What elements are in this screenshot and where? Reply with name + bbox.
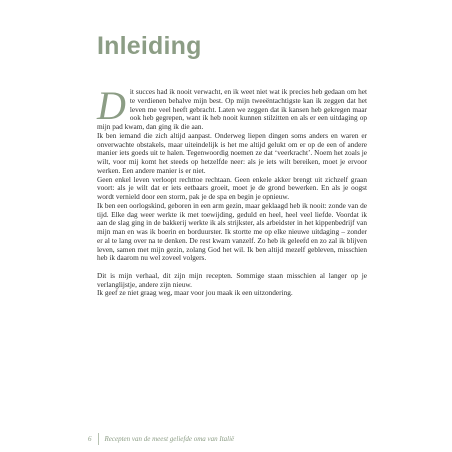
page-number: 6 xyxy=(88,435,92,443)
paragraph-3: Geen enkel leven verloopt rechttoe rechtaan. Geen enkele akker brengt uit zichzelf graan voort: als je wilt dat er iets eetbaars groeit, moet je de grond bewerken. En als je oogst wordt vernield door een storm, pak je de spa en begin je opnieuw. xyxy=(97,174,367,201)
drop-cap: D xyxy=(97,83,126,128)
paragraph-1-text: it succes had ik nooit verwacht, en ik weet niet wat ik precies heb gedaan om het te verdienen behalve mijn best. Op mijn tweeëntachtigste kan ik zeggen dat het leven me veel heeft gebracht. Laten we zeggen dat ik kansen heb gekregen maar ook heb gegrepen, want ik heb nooit kunnen stilzitten en als er een uitdaging op mijn pad kwam, dan ging ik die aan. xyxy=(97,87,367,131)
paragraph-1 xyxy=(97,83,367,132)
paragraph-2: Ik ben iemand die zich altijd aanpast. Onderweg liepen dingen soms anders en waren er onverwachte obstakels, maar uiteindelijk is het me altijd gelukt om er op de een of andere manier iets goeds uit te halen. Tegenwoordig noemen ze dat ‘veerkracht’. Noem het zoals je wilt, voor mij komt het steeds op hetzelfde neer: als je iets wilt bereiken, moet je ervoor werken. Een andere manier is er niet. xyxy=(97,130,367,175)
footer-divider xyxy=(98,433,99,445)
paragraph-4: Ik ben een oorlogskind, geboren in een arm gezin, maar geklaagd heb ik nooit: zonde van de tijd. Elke dag weer werkte ik met toewijding, geduld en heel, heel veel liefde. Voordat ik aan de slag ging in de bakkerij werkte ik als strijkster, als arbeidster in het kippenbedrijf van mijn man en was ik boerin en borduurster. Ik stortte me op elke nieuwe uitdaging – zonder er al te lang over na te denken. De rest kwam vanzelf. Zo heb ik geleefd en zo zal ik blijven leven, samen met mijn gezin, zolang God het wil. Ik ben altijd mezelf gebleven, misschien heb ik daarom nu wel zoveel volgers. xyxy=(97,200,367,263)
book-title: Recepten van de meest geliefde oma van Italië xyxy=(104,435,235,443)
body-text xyxy=(97,83,367,298)
paragraph-6: Ik geef ze niet graag weg, maar voor jou maak ik een uitzondering. xyxy=(97,288,293,298)
page-footer xyxy=(88,433,234,445)
chapter-heading: Inleiding xyxy=(97,32,202,60)
paragraph-5: Dit is mijn verhaal, dit zijn mijn recepten. Sommige staan misschien al langer op je verlanglijstje, andere zijn nieuw. xyxy=(97,270,367,289)
